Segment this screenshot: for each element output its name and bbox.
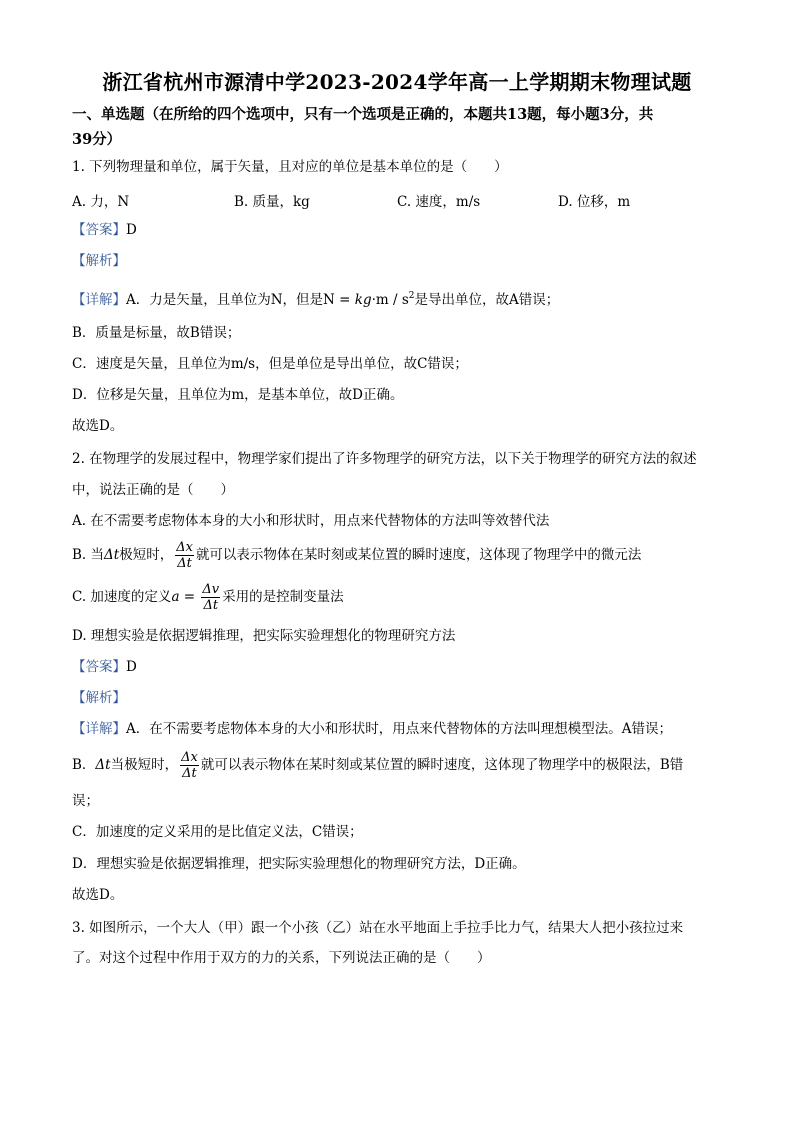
q2-detail-c: C．加速度的定义采用的是比值定义法，C错误； (72, 824, 363, 840)
detail-tag: 【详解】 (72, 292, 126, 308)
detail-b-prefix: B． (72, 757, 96, 773)
fraction-dx-dt (175, 540, 194, 571)
q1-answer (72, 221, 137, 239)
answer-tag: 【答案】 (72, 659, 126, 675)
q2-detail-b (72, 750, 683, 781)
answer-value: D (126, 222, 137, 238)
q1-option-b: B. 质量，kg (234, 194, 310, 210)
fraction-numerator: Δv (202, 582, 220, 597)
detail-a-text: A．在不需要考虑物体本身的大小和形状时，用点来代替物体的方法叫理想模型法。A错误； (126, 721, 672, 737)
fraction-dx-dt (180, 750, 199, 781)
opt-b-prefix: B. 当 (72, 547, 105, 563)
q2-option-d: D. 理想实验是依据逻辑推理，把实际实验理想化的物理研究方法 (72, 628, 456, 644)
unit-exponent: 2 (408, 291, 415, 301)
q1-option-d: D. 位移，m (558, 194, 631, 210)
opt-b-mid: 极短时， (119, 547, 174, 563)
q3-stem-line2: 了。对这个过程中作用于双方的力的关系，下列说法正确的是（ ） (72, 950, 491, 966)
q1-detail-b: B．质量是标量，故B错误； (72, 325, 241, 341)
q1-detail-a (72, 287, 559, 309)
section-heading-line1: 一、单选题（在所给的四个选项中，只有一个选项是正确的，本题共13题，每小题3分，共 (72, 106, 654, 123)
q1-option-c: C. 速度，m/s (397, 194, 481, 210)
q2-conclusion: 故选D。 (72, 887, 124, 903)
detail-a-tail: 是导出单位，故A错误； (414, 292, 560, 308)
q2-detail-b-wrap: 误； (72, 793, 99, 809)
q2-answer (72, 658, 137, 676)
section-heading-line2: 39分） (72, 131, 122, 148)
page-title: 浙江省杭州市源清中学2023-2024学年高一上学期期末物理试题 (102, 70, 692, 94)
detail-b-tail: 就可以表示物体在某时刻或某位置的瞬时速度，这体现了物理学中的极限法，B错 (200, 757, 684, 773)
detail-a-text: A．力是矢量，且单位为N，但是N = (126, 292, 355, 308)
detail-tag: 【详解】 (72, 721, 126, 737)
detail-b-mid: 当极短时， (110, 757, 179, 773)
fraction-denominator: Δt (177, 556, 192, 571)
q2-option-c (72, 582, 344, 613)
q1-option-a: A. 力，N (72, 194, 130, 210)
answer-value: D (126, 659, 137, 675)
q2-option-a: A. 在不需要考虑物体本身的大小和形状时，用点来代替物体的方法叫等效替代法 (72, 513, 550, 529)
q1-stem: 1. 下列物理量和单位，属于矢量，且对应的单位是基本单位的是（ ） (72, 159, 508, 175)
q3-stem-line1: 3. 如图所示，一个大人（甲）跟一个小孩（乙）站在水平地面上手拉手比力气，结果大人把小孩拉过来 (72, 920, 684, 936)
delta-t: Δt (104, 547, 120, 563)
q1-detail-c: C．速度是矢量，且单位为m/s，但是单位是导出单位，故C错误； (72, 356, 468, 372)
symbol-a: a (171, 589, 180, 605)
fraction-denominator: Δt (203, 598, 219, 613)
q1-conclusion: 故选D。 (72, 418, 124, 434)
answer-tag: 【答案】 (72, 222, 126, 238)
q2-detail-d: D．理想实验是依据逻辑推理，把实际实验理想化的物理研究方法，D正确。 (72, 856, 526, 872)
opt-c-prefix: C. 加速度的定义 (72, 589, 172, 605)
q1-analysis-tag: 【解析】 (72, 253, 126, 269)
q2-analysis-tag: 【解析】 (72, 690, 126, 706)
opt-c-tail: 采用的是控制变量法 (222, 589, 344, 605)
delta-t: Δt (95, 757, 111, 773)
fraction-denominator: Δt (182, 766, 197, 781)
q1-detail-d: D．位移是矢量，且单位为m，是基本单位，故D正确。 (72, 387, 404, 403)
fraction-numerator: Δx (176, 540, 193, 555)
unit-kg: kg (354, 292, 372, 308)
q2-stem-line2: 中，说法正确的是（ ） (72, 482, 234, 498)
q2-option-b (72, 540, 641, 571)
equals-sign: = (179, 589, 200, 605)
unit-ms: ·m / s (371, 292, 409, 308)
opt-b-tail: 就可以表示物体在某时刻或某位置的瞬时速度，这体现了物理学中的微元法 (195, 547, 642, 563)
fraction-numerator: Δx (181, 750, 198, 765)
q2-stem-line1: 2. 在物理学的发展过程中，物理学家们提出了许多物理学的研究方法，以下关于物理学的研究方法的叙述 (72, 451, 697, 467)
fraction-dv-dt (201, 582, 220, 613)
q2-detail-a (72, 720, 672, 738)
